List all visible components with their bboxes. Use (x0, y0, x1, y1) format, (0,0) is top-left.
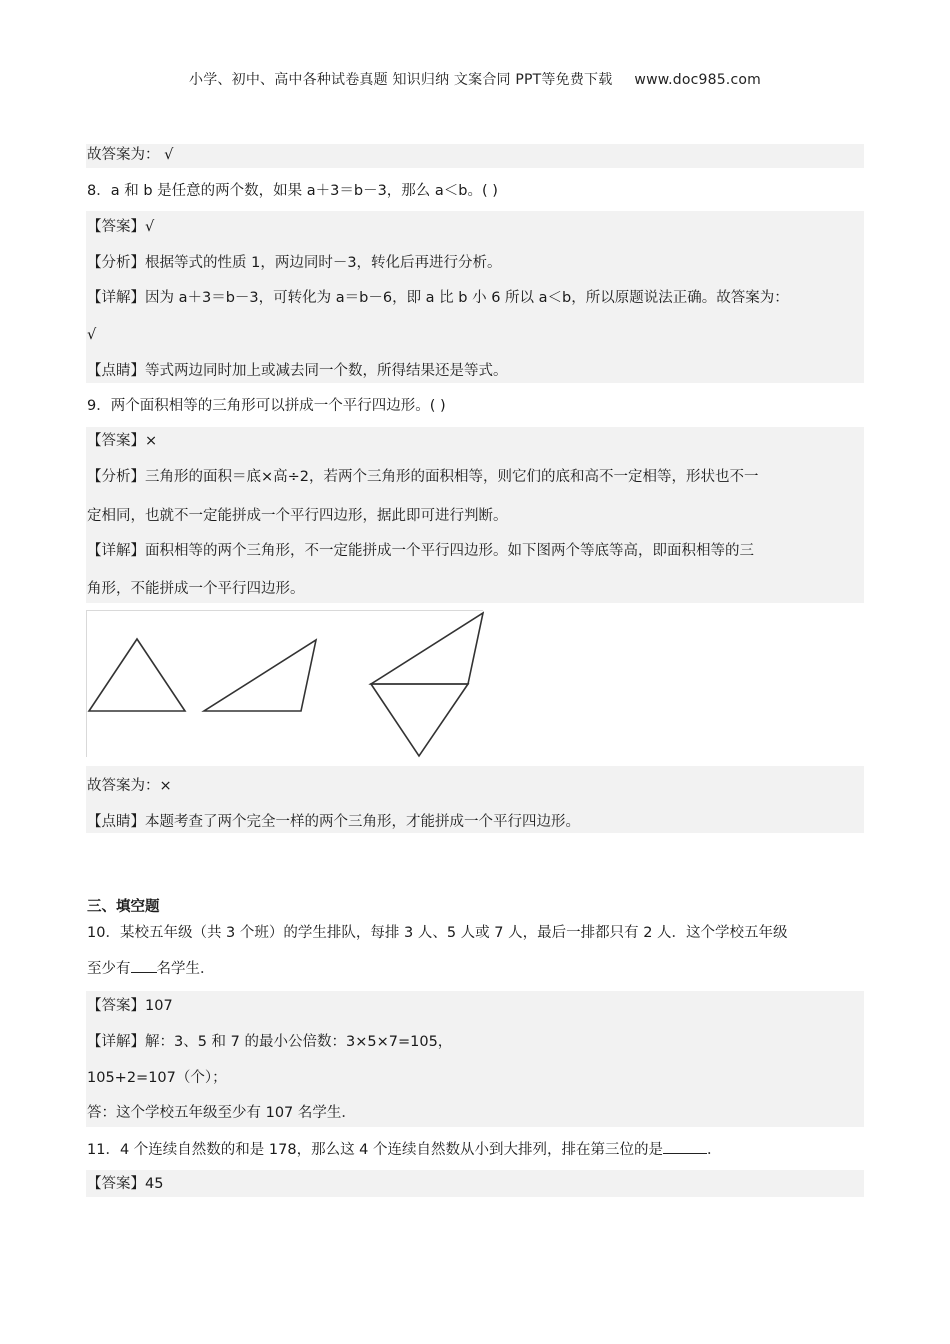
q7-conclusion: 故答案为： √ (86, 144, 864, 168)
triangle-obtuse (204, 640, 316, 711)
q11-question-post: ． (707, 1142, 722, 1158)
triangle-combined-bottom (371, 684, 468, 756)
q10-question-line2 (86, 958, 864, 980)
header-text: 小学、初中、高中各种试卷真题 知识归纳 文案合同 PPT等免费下载 (189, 72, 613, 88)
q11-question-pre: 11．4 个连续自然数的和是 178，那么这 4 个连续自然数从小到大排列，排在第三位的是 (87, 1142, 664, 1158)
q10-detail-line2: 105+2=107（个）； (87, 1070, 227, 1086)
q9-question: 9．两个面积相等的三角形可以拼成一个平行四边形。( ) (87, 398, 446, 414)
page-header (0, 69, 950, 89)
q11-answer-blank[interactable] (663, 1139, 707, 1154)
q10-detail-line3: 答：这个学校五年级至少有 107 名学生． (87, 1105, 356, 1121)
q10-question-pre: 至少有 (87, 961, 131, 977)
q9-detail-line2: 角形，不能拼成一个平行四边形。 (87, 581, 305, 597)
q9-answer: 【答案】× (87, 433, 158, 449)
q11-answer: 【答案】45 (87, 1176, 164, 1192)
q10-question-line1: 10．某校五年级（共 3 个班）的学生排队，每排 3 人、5 人或 7 人，最后一排都只有 2 人．这个学校五年级 (87, 925, 788, 941)
triangles-svg (87, 611, 484, 758)
q8-question: 8．a 和 b 是任意的两个数，如果 a＋3＝b－3，那么 a＜b。( ) (87, 183, 498, 199)
triangles-figure (86, 610, 483, 757)
q9-comment: 【点睛】本题考查了两个完全一样的两个三角形，才能拼成一个平行四边形。 (87, 814, 580, 830)
q9-detail-line1: 【详解】面积相等的两个三角形，不一定能拼成一个平行四边形。如下图两个等底等高，即面积相等的三 (87, 543, 754, 559)
q8-analysis: 【分析】根据等式的性质 1，两边同时－3，转化后再进行分析。 (87, 255, 502, 271)
triangle-combined-top (371, 613, 483, 684)
q9-analysis-line1: 【分析】三角形的面积＝底×高÷2，若两个三角形的面积相等，则它们的底和高不一定相等，形状也不一 (87, 469, 759, 485)
q10-question-post: 名学生． (156, 961, 215, 977)
q9-conclusion: 故答案为：× (87, 778, 172, 794)
q10-detail-line1: 【详解】解：3、5 和 7 的最小公倍数：3×5×7=105， (87, 1034, 453, 1050)
q11-question (86, 1139, 864, 1161)
q9-analysis-line2: 定相同，也就不一定能拼成一个平行四边形，据此即可进行判断。 (87, 508, 508, 524)
q8-detail-line1: 【详解】因为 a＋3＝b－3，可转化为 a＝b－6，即 a 比 b 小 6 所以 a＜b，所以原题说法正确。故答案为： (87, 290, 789, 306)
q8-detail-line2: √ (87, 327, 97, 343)
header-site: www.doc985.com (634, 72, 761, 88)
q10-answer: 【答案】107 (87, 998, 173, 1014)
q8-comment: 【点睛】等式两边同时加上或减去同一个数，所得结果还是等式。 (87, 363, 508, 379)
q8-answer: 【答案】√ (87, 219, 155, 235)
triangle-acute (89, 639, 185, 711)
section-title: 三、填空题 (87, 899, 160, 915)
q10-answer-blank[interactable] (131, 958, 157, 973)
